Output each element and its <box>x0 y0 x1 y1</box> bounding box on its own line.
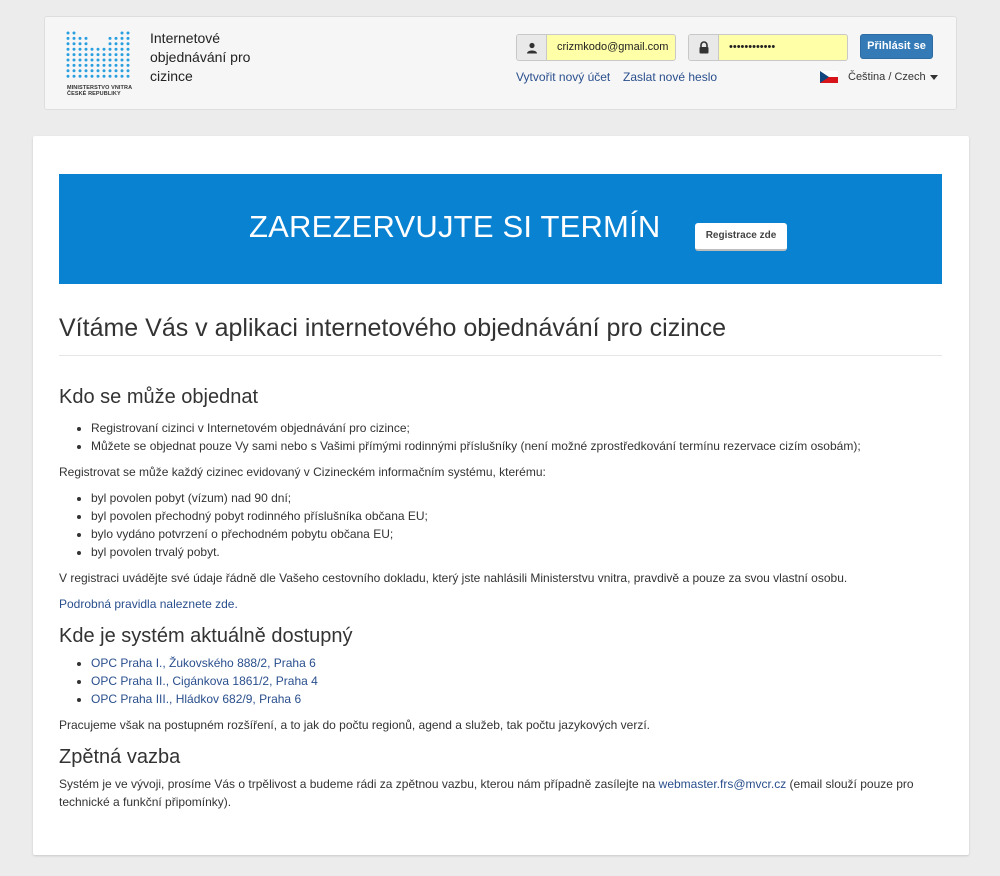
list-item: • byl povolen přechodný pobyt rodinného příslušníka občana EU; <box>91 507 942 525</box>
send-password-link[interactable]: Zaslat nové heslo <box>623 70 718 84</box>
list-item: • byl povolen trvalý pobyt. <box>91 543 942 561</box>
password-field[interactable] <box>688 34 848 61</box>
password-value[interactable]: •••••••••••• <box>729 41 776 53</box>
location-link[interactable]: OPC Praha II., Cigánkova 1861/2, Praha 4 <box>91 674 318 688</box>
logo-caption: MINISTERSTVO VNITRA ČESKÉ REPUBLIKY <box>67 85 133 97</box>
reservation-banner <box>59 174 942 284</box>
brand-title[interactable]: Internetové objednávání pro cizince <box>150 30 251 84</box>
banner-title: ZAREZERVUJTE SI TERMÍN <box>249 209 661 244</box>
section-heading-who: Kdo se může objednat <box>59 386 259 408</box>
list-item: • byl povolen pobyt (vízum) nad 90 dní; <box>91 489 942 507</box>
register-button[interactable]: Registrace zde <box>695 223 787 251</box>
expansion-paragraph: Pracujeme však na postupném rozšíření, a to jak do počtu regionů, agend a služeb, tak počtu jazykových verzí. <box>59 718 650 732</box>
main-panel <box>33 136 969 855</box>
content <box>59 314 942 811</box>
ministry-logo[interactable] <box>65 29 131 111</box>
list-item <box>91 654 942 672</box>
who-list <box>59 419 942 455</box>
eligibility-list <box>59 489 942 561</box>
language-selector[interactable] <box>820 71 938 83</box>
czech-flag-icon <box>820 71 838 83</box>
caret-down-icon <box>930 75 938 80</box>
language-label: Čeština / Czech <box>848 71 926 83</box>
create-account-link[interactable]: Vytvořit nový účet <box>516 70 611 84</box>
page-title: Vítáme Vás v aplikaci internetového objednávání pro cizince <box>59 314 942 356</box>
login-button[interactable]: Přihlásit se <box>860 34 933 59</box>
email-value[interactable]: crizmkodo@gmail.com <box>557 41 669 53</box>
location-link[interactable]: OPC Praha I., Žukovského 888/2, Praha 6 <box>91 656 316 670</box>
list-item: • Můžete se objednat pouze Vy sami nebo s Vašimi přímými rodinnými příslušníky (není možné zprostředkování termínu rezervace cizím osobám); <box>91 437 942 455</box>
list-item: • Registrovaní cizinci v Internetovém objednávání pro cizince; <box>91 419 942 437</box>
list-item <box>91 690 942 708</box>
location-link[interactable]: OPC Praha III., Hládkov 682/9, Praha 6 <box>91 692 302 706</box>
locations-list <box>59 654 942 708</box>
email-field[interactable] <box>516 34 676 61</box>
section-heading-where: Kde je systém aktuálně dostupný <box>59 625 353 647</box>
register-paragraph: Registrovat se může každý cizinec evidovaný v Cizineckém informačním systému, kterému: <box>59 465 546 479</box>
lock-icon <box>689 35 719 60</box>
list-item: • bylo vydáno potvrzení o přechodném pobytu občana EU; <box>91 525 942 543</box>
user-icon <box>517 35 547 60</box>
rules-link[interactable]: Podrobná pravidla naleznete zde. <box>59 597 238 611</box>
email-link[interactable]: webmaster.frs@mvcr.cz <box>658 777 787 791</box>
feedback-paragraph: Systém je ve vývoji, prosíme Vás o trpělivost a budeme rádi za zpětnou vazbu, kterou nám případně zasílejte na webmaster.frs@mvcr.cz (email slouží pouze pro technické a funkční připomínky). <box>59 777 914 809</box>
document-paragraph: V registraci uvádějte své údaje řádně dle Vašeho cestovního dokladu, který jste nahlásili Ministerstvu vnitra, pravdivě a pouze za svou vlastní osobu. <box>59 571 848 585</box>
list-item <box>91 672 942 690</box>
section-heading-feedback: Zpětná vazba <box>59 746 181 768</box>
header <box>44 16 957 110</box>
